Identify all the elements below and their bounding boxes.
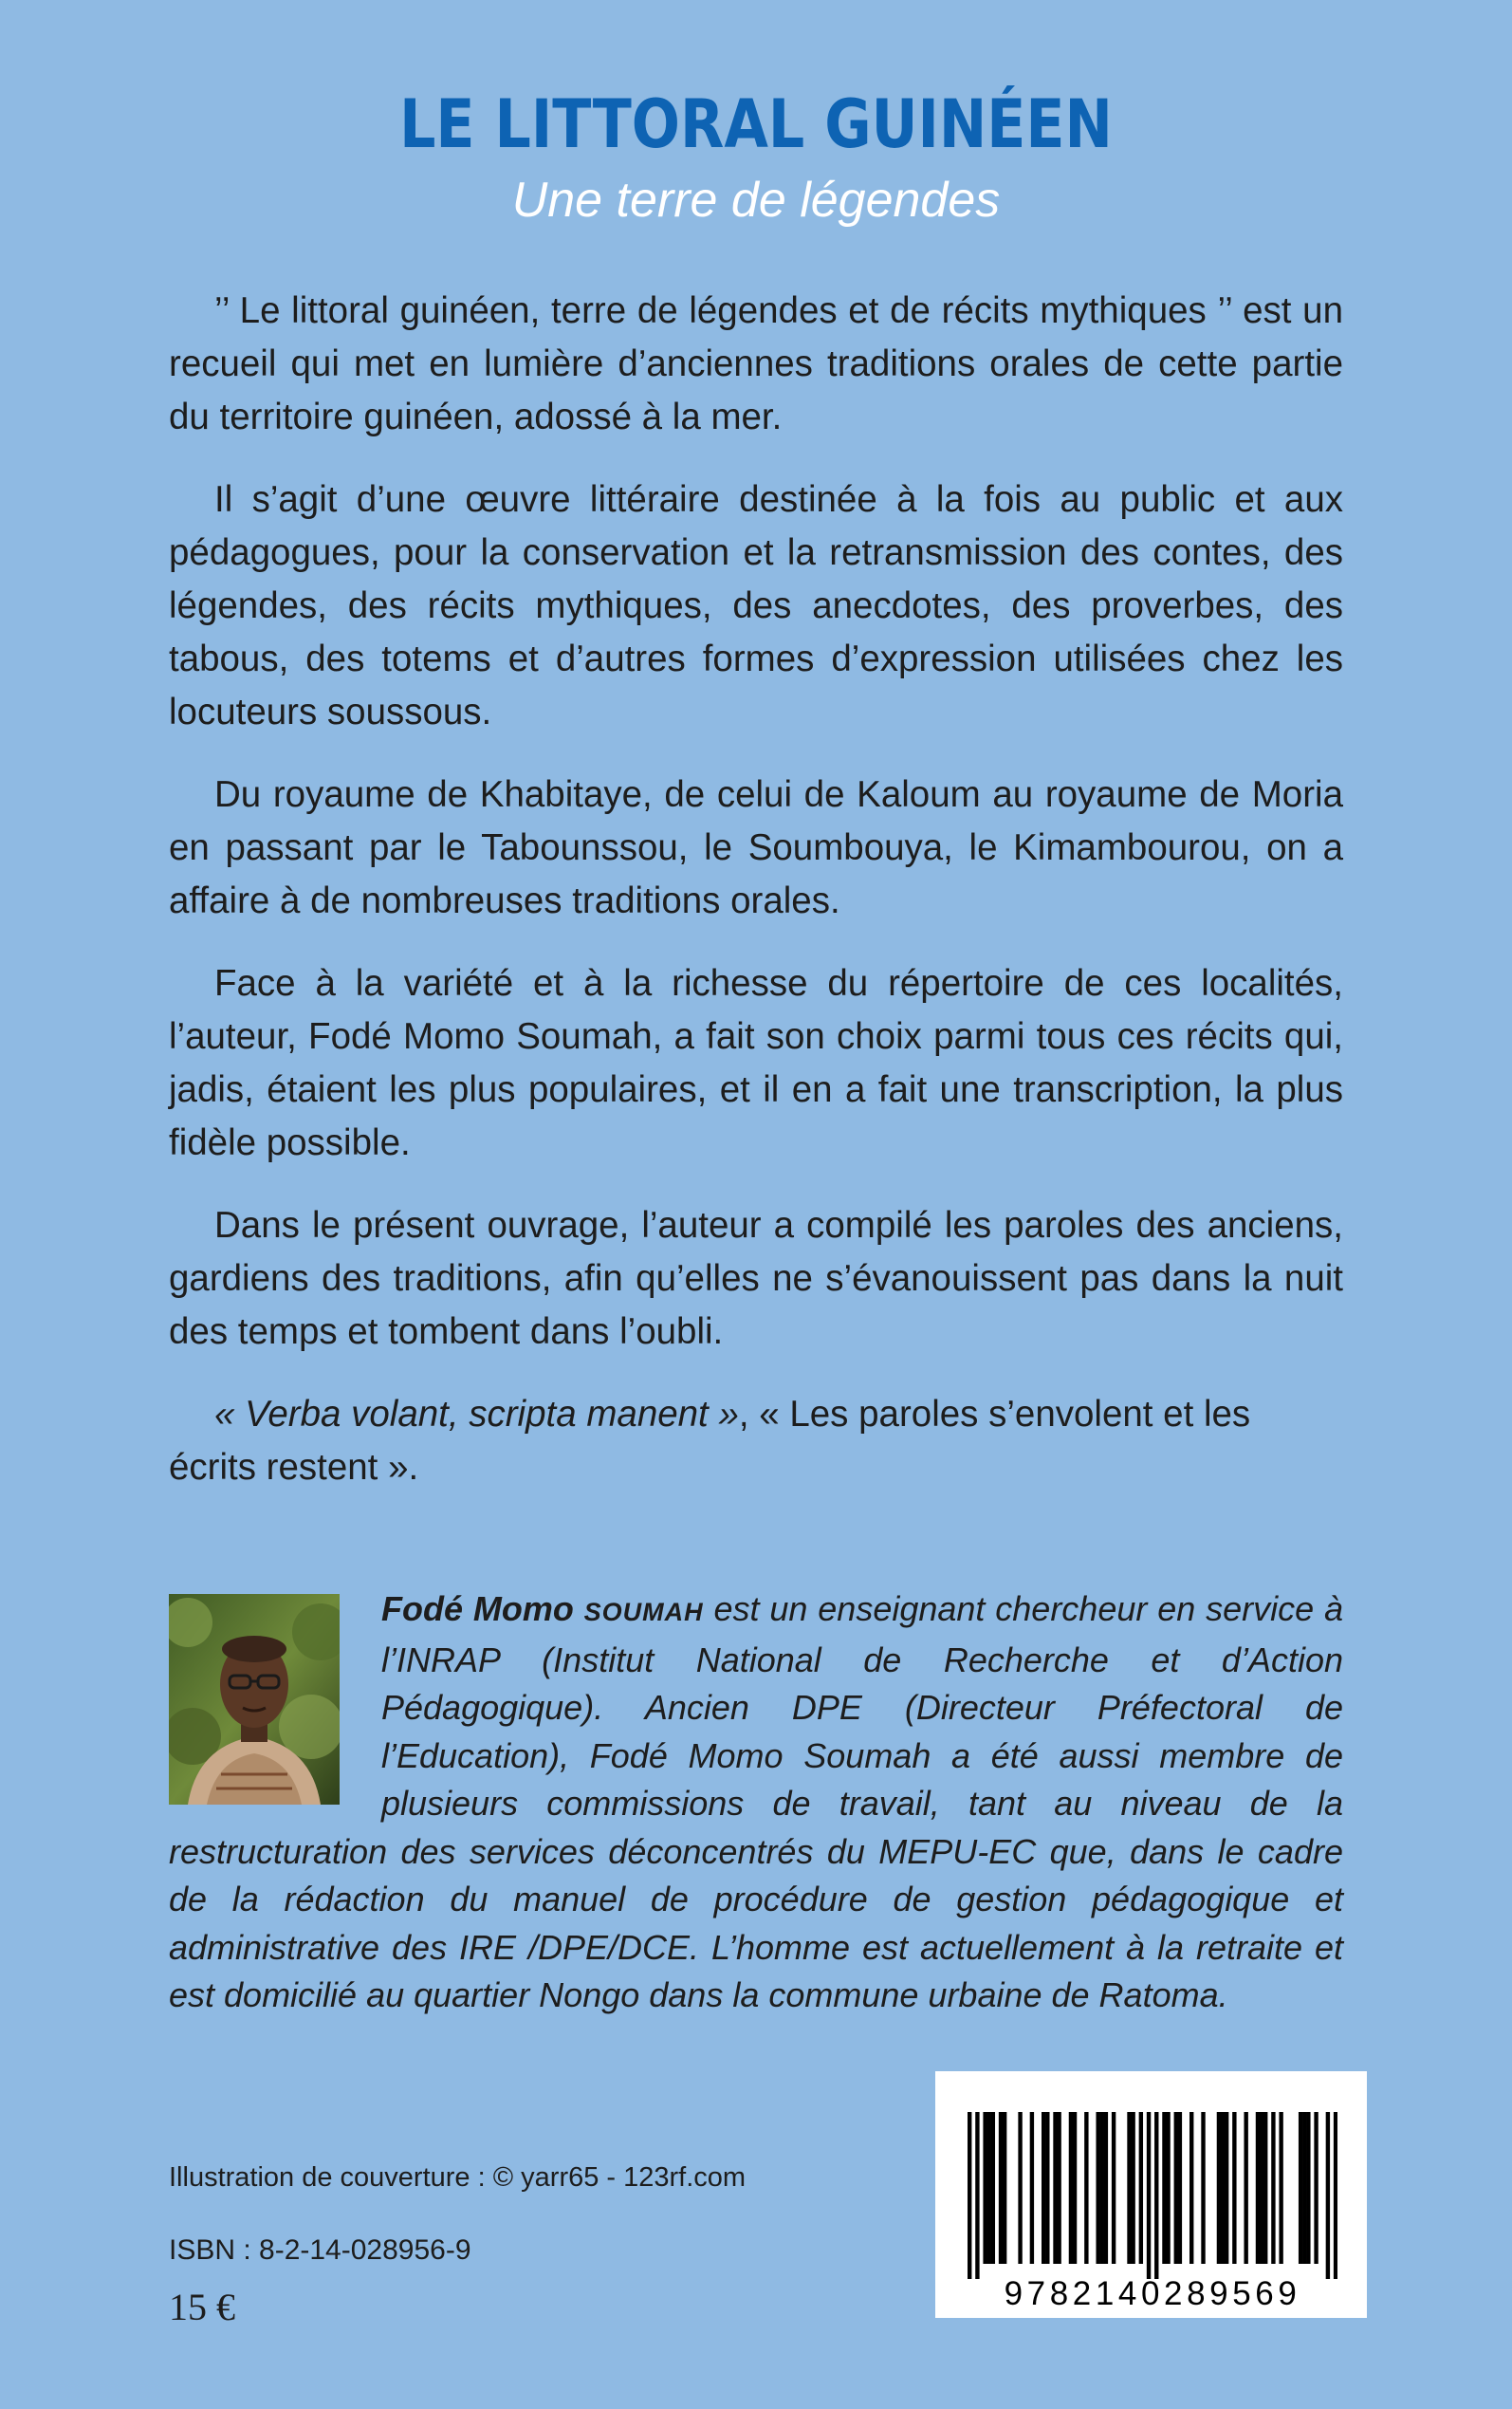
barcode-bar: [1100, 2112, 1104, 2264]
barcode-bars: [968, 2112, 1337, 2279]
barcode-number: 9782140289569: [1004, 2275, 1301, 2312]
summary-text: [169, 285, 1343, 1524]
summary-paragraph: Face à la variété et à la richesse du répertoire de ces localités, l’auteur, Fodé Momo Soumah, a fait son choix parmi tous ces récits qui, jadis, étaient les plus populaires, et il en a fait une transcription, la plus fidèle possible.: [169, 963, 1343, 1163]
summary-paragraph: Il s’agit d’une œuvre littéraire destinée à la fois au public et aux pédagogues, pour la conservation et la retransmission des contes, des légendes, des récits mythiques, des anecdotes, des proverbes, des tabous, des totems et d’autres formes d’expression utilisées chez les locuteurs soussous.: [169, 479, 1343, 732]
barcode-guard-bar: [1154, 2112, 1158, 2279]
closing-quote: [169, 1388, 1343, 1494]
author-photo: [169, 1594, 340, 1805]
barcode-bar: [1244, 2112, 1247, 2264]
barcode-bar: [1217, 2112, 1221, 2264]
barcode-bar: [983, 2112, 986, 2264]
barcode-bar: [1139, 2112, 1143, 2264]
barcode-bar: [1299, 2112, 1302, 2264]
barcode-bar: [1189, 2112, 1193, 2264]
barcode-bar: [1030, 2112, 1034, 2264]
author-surname: SOUMAH: [583, 1598, 704, 1626]
barcode-guard-bar: [975, 2112, 979, 2279]
barcode-bar: [1221, 2112, 1225, 2264]
barcode-bar: [1084, 2112, 1088, 2264]
barcode-guard-bar: [1334, 2112, 1337, 2279]
barcode-bar: [1003, 2112, 1006, 2264]
barcode-bar: [1045, 2112, 1049, 2264]
barcode-bar: [987, 2112, 991, 2264]
barcode-guard-bar: [1147, 2112, 1151, 2279]
barcode-bar: [1256, 2112, 1260, 2264]
barcode-bar: [1263, 2112, 1267, 2264]
barcode-bar: [1279, 2112, 1282, 2264]
barcode-bar: [1201, 2112, 1205, 2264]
barcode-bar: [1232, 2112, 1236, 2264]
barcode-bar: [1104, 2112, 1108, 2264]
barcode-bar: [1042, 2112, 1045, 2264]
author-name: Fodé Momo SOUMAH: [381, 1589, 704, 1628]
barcode-bar: [1271, 2112, 1275, 2264]
latin-quote: « Verba volant, scripta manent »: [214, 1394, 739, 1435]
author-portrait: [169, 1594, 340, 1805]
barcode-bar: [1069, 2112, 1073, 2264]
book-subtitle: Une terre de légendes: [511, 173, 1001, 228]
barcode-bar: [1096, 2112, 1099, 2264]
summary-paragraph: ’’ Le littoral guinéen, terre de légendes et de récits mythiques ’’ est un recueil qui met en lumière d’anciennes traditions orales de cette partie du territoire guinéen, adossé à la mer.: [169, 290, 1343, 437]
barcode-bar: [1131, 2112, 1134, 2264]
barcode-bar: [1127, 2112, 1131, 2264]
barcode: [935, 2071, 1367, 2318]
summary-paragraph: Dans le présent ouvrage, l’auteur a compilé les paroles des anciens, gardiens des traditions, afin qu’elles ne s’évanouissent pas dans la nuit des temps et tombent dans l’oubli.: [169, 1205, 1343, 1352]
barcode-bar: [1178, 2112, 1182, 2264]
price: 15 €: [169, 2286, 235, 2328]
barcode-bar: [1057, 2112, 1060, 2264]
barcode-bar: [1314, 2112, 1318, 2264]
barcode-bar: [1018, 2112, 1022, 2264]
barcode-bar: [1306, 2112, 1310, 2264]
barcode-bar: [1260, 2112, 1263, 2264]
isbn: ISBN : 8-2-14-028956-9: [169, 2234, 471, 2266]
author-bio-text: est un enseignant chercheur en service à l’INRAP (Institut National de Recherche et d’Action Pédagogique). Ancien DPE (Directeur Préfectoral de l’Education), Fodé Momo Soumah a été aussi membre de plusieurs commissions de travail, tant au niveau de la restructuration des services déconcentrés du MEPU-EC que, dans le cadre de la rédaction du manuel de procédure de gestion pédagogique et administrative des IRE /DPE/DCE. L’homme est actuellement à la retraite et est domicilié au quartier Nongo dans la commune urbaine de Ratoma.: [169, 1589, 1343, 2014]
barcode-bar: [991, 2112, 995, 2264]
barcode-bar: [1112, 2112, 1116, 2264]
author-bio: [169, 1585, 1343, 2020]
barcode-bar: [1162, 2112, 1166, 2264]
barcode-bar: [1073, 2112, 1077, 2264]
barcode-bar: [999, 2112, 1003, 2264]
book-title: LE LITTORAL GUINÉEN: [399, 85, 1113, 163]
barcode-bar: [1174, 2112, 1178, 2264]
quote-translation: , « Les paroles s’envolent et les écrits restent ».: [169, 1394, 1251, 1488]
summary-paragraph: Du royaume de Khabitaye, de celui de Kaloum au royaume de Moria en passant par le Tabounssou, le Soumbouya, le Kimambourou, on a affaire à de nombreuses traditions orales.: [169, 774, 1343, 921]
barcode-bar: [1225, 2112, 1228, 2264]
barcode-bar: [1053, 2112, 1057, 2264]
barcode-guard-bar: [1326, 2112, 1330, 2279]
barcode-guard-bar: [968, 2112, 971, 2279]
illustration-credit: Illustration de couverture : © yarr65 - 123rf.com: [169, 2162, 747, 2193]
barcode-bar: [1166, 2112, 1170, 2264]
barcode-bar: [1302, 2112, 1306, 2264]
